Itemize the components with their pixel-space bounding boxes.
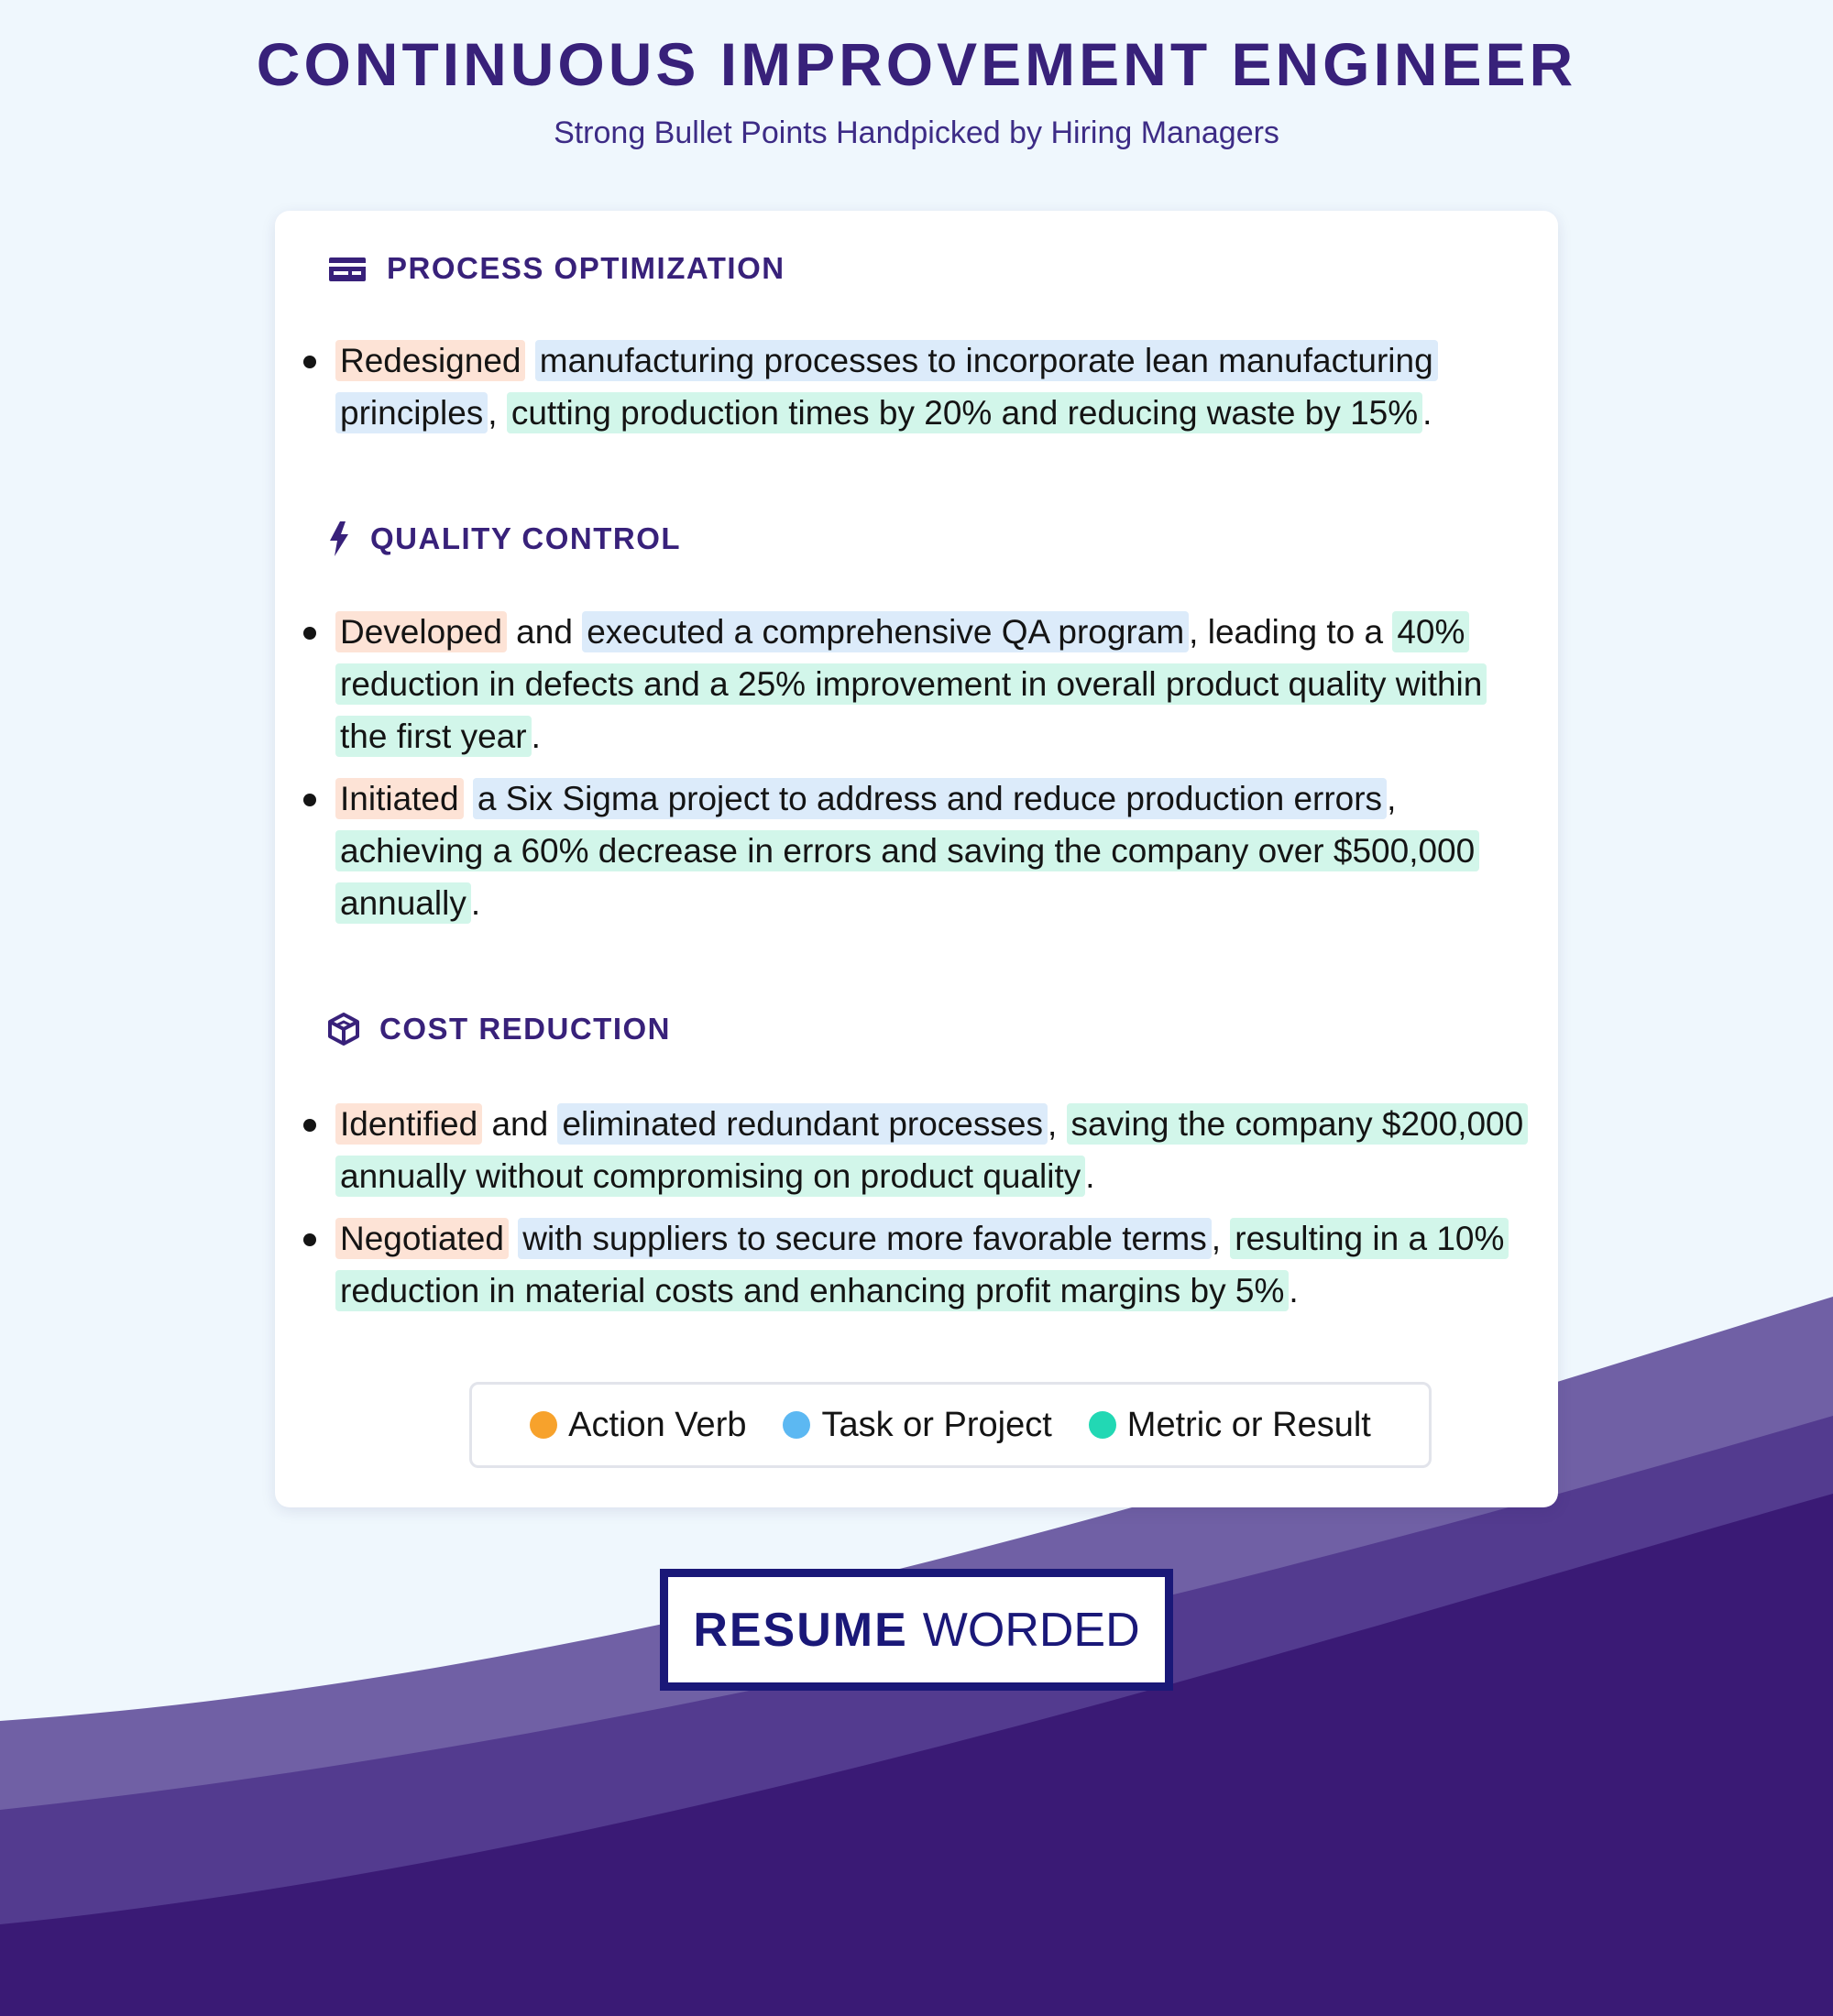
logo-word-light: WORDED <box>922 1603 1140 1657</box>
connector-text: , <box>1211 1220 1231 1257</box>
bullet-list-process-optimization <box>301 334 1529 449</box>
action-verb-dot <box>530 1411 557 1439</box>
logo-word-strong: RESUME <box>693 1603 908 1657</box>
task-highlight: with suppliers to secure more favorable terms <box>518 1218 1211 1259</box>
section-header-cost-reduction <box>328 1012 671 1046</box>
task-highlight: executed a comprehensive QA program <box>582 611 1189 652</box>
bullet-item <box>301 606 1529 762</box>
legend <box>469 1382 1432 1468</box>
action-verb-highlight: Initiated <box>335 778 464 819</box>
task-highlight: a Six Sigma project to address and reduce production errors <box>473 778 1387 819</box>
section-title: QUALITY CONTROL <box>370 521 682 555</box>
page-subtitle: Strong Bullet Points Handpicked by Hiring Managers <box>554 115 1279 150</box>
lightning-bolt-icon <box>328 520 350 557</box>
action-verb-highlight: Identified <box>335 1103 482 1145</box>
section-title: COST REDUCTION <box>379 1012 671 1046</box>
bullet-item <box>301 334 1529 439</box>
cube-icon <box>328 1013 359 1046</box>
bullet-list-cost-reduction <box>301 1098 1529 1327</box>
metric-highlight: achieving a 60% decrease in errors and saving the company over $500,000 annually <box>335 830 1479 924</box>
connector-text <box>464 780 473 817</box>
task-dot <box>783 1411 810 1439</box>
connector-text: . <box>470 884 481 922</box>
legend-label: Metric or Result <box>1126 1405 1371 1444</box>
connector-text: . <box>1289 1272 1299 1309</box>
connector-text: and <box>482 1105 558 1143</box>
connector-text: , leading to a <box>1189 613 1393 651</box>
bullet-item <box>301 1098 1529 1202</box>
bullet-list-quality-control <box>301 606 1529 939</box>
section-header-process-optimization <box>328 249 785 288</box>
legend-item-task-or-project <box>783 1406 1051 1445</box>
action-verb-highlight: Redesigned <box>335 340 525 381</box>
metric-highlight: saving the company $200,000 annually without compromising on product quality <box>335 1103 1528 1197</box>
connector-text: , <box>488 394 507 432</box>
page-title: CONTINUOUS IMPROVEMENT ENGINEER <box>256 30 1577 98</box>
connector-text: . <box>1422 394 1432 432</box>
bullet-item <box>301 772 1529 929</box>
legend-item-metric-or-result <box>1089 1406 1371 1445</box>
connector-text: , <box>1387 780 1397 817</box>
legend-label: Action Verb <box>568 1405 747 1444</box>
connector-text: . <box>531 718 541 755</box>
connector-text <box>525 342 534 379</box>
metric-highlight: 40% reduction in defects and a 25% improvement in overall product quality within the first year <box>335 611 1487 757</box>
connector-text: , <box>1047 1105 1067 1143</box>
task-highlight: eliminated redundant processes <box>557 1103 1048 1145</box>
section-title: PROCESS OPTIMIZATION <box>387 251 785 285</box>
legend-item-action-verb <box>530 1406 746 1445</box>
action-verb-highlight: Developed <box>335 611 507 652</box>
section-header-quality-control <box>328 520 681 557</box>
connector-text: . <box>1085 1157 1095 1195</box>
metric-dot <box>1089 1411 1116 1439</box>
metric-highlight: resulting in a 10% reduction in material costs and enhancing profit margins by 5% <box>335 1218 1509 1311</box>
id-card-icon <box>328 249 367 288</box>
task-highlight: manufacturing processes to incorporate lean manufacturing principles <box>335 340 1438 433</box>
bullet-item <box>301 1212 1529 1317</box>
connector-text: and <box>506 613 583 651</box>
resume-worded-logo <box>660 1569 1173 1691</box>
legend-label: Task or Project <box>821 1405 1052 1444</box>
metric-highlight: cutting production times by 20% and reducing waste by 15% <box>507 392 1422 433</box>
connector-text <box>509 1220 518 1257</box>
bullet-points-card <box>275 211 1558 1507</box>
action-verb-highlight: Negotiated <box>335 1218 509 1259</box>
